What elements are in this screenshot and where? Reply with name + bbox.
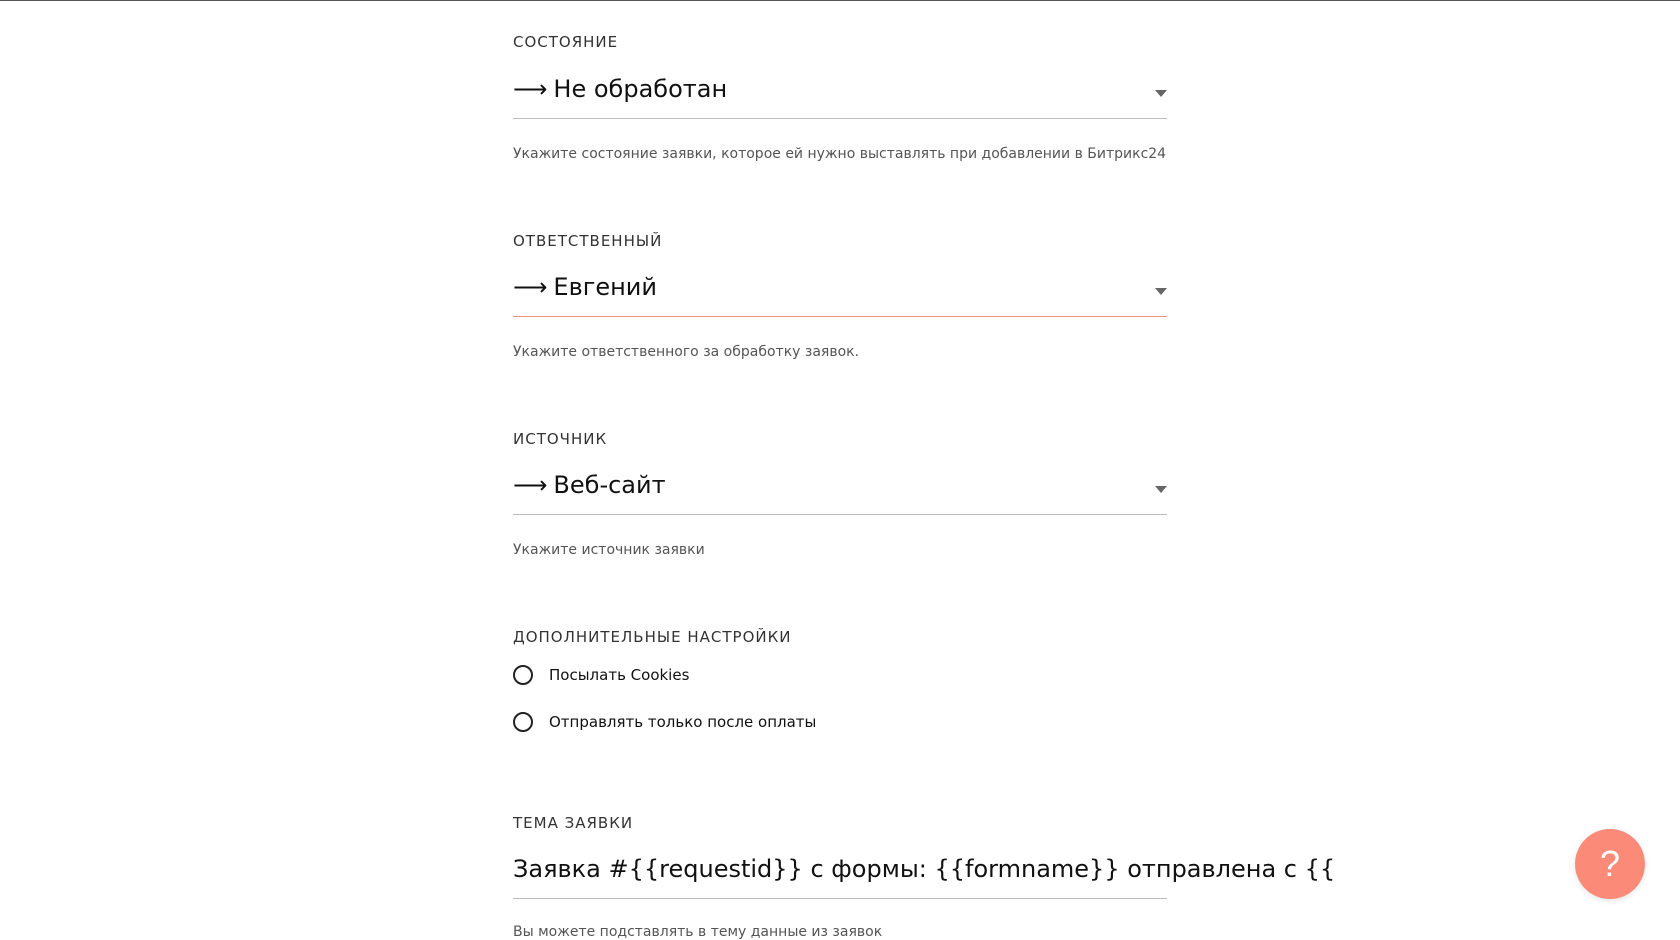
subject-hint: Вы можете подставлять в тему данные из заявок	[513, 924, 883, 940]
chevron-down-icon	[1155, 90, 1167, 97]
top-divider	[0, 0, 1680, 1]
subject-value: Заявка #{{requestid}} с формы: {{formname}} отправлена с {{	[513, 855, 1336, 883]
source-label: ИСТОЧНИК	[513, 430, 608, 448]
arrow-right-icon: ⟶	[513, 273, 548, 301]
send-after-payment-option[interactable]	[513, 709, 816, 735]
status-select[interactable]	[513, 66, 1167, 119]
source-hint: Укажите источник заявки	[513, 542, 705, 558]
send-after-payment-label: Отправлять только после оплаты	[549, 713, 817, 731]
subject-label: ТЕМА ЗАЯВКИ	[513, 814, 634, 832]
responsible-value: Евгений	[553, 273, 657, 301]
responsible-label: ОТВЕТСТВЕННЫЙ	[513, 232, 663, 250]
status-value: Не обработан	[553, 75, 728, 103]
responsible-select[interactable]	[513, 264, 1167, 317]
subject-input[interactable]	[513, 846, 1336, 899]
source-value: Веб-сайт	[553, 471, 666, 499]
extra-settings-label: ДОПОЛНИТЕЛЬНЫЕ НАСТРОЙКИ	[513, 628, 792, 646]
status-label: СОСТОЯНИЕ	[513, 33, 619, 51]
arrow-right-icon: ⟶	[513, 471, 548, 499]
status-hint: Укажите состояние заявки, которое ей нужно выставлять при добавлении в Битрикс24	[513, 146, 1167, 162]
arrow-right-icon: ⟶	[513, 75, 548, 103]
help-button[interactable]	[1575, 829, 1645, 899]
chevron-down-icon	[1155, 288, 1167, 295]
send-after-payment-checkbox[interactable]	[513, 712, 533, 732]
source-select[interactable]	[513, 462, 1167, 515]
send-cookies-checkbox[interactable]	[513, 665, 533, 685]
send-cookies-option[interactable]	[513, 662, 689, 688]
responsible-hint: Укажите ответственного за обработку заявок.	[513, 344, 860, 360]
send-cookies-label: Посылать Cookies	[549, 666, 690, 684]
question-icon: ?	[1599, 843, 1621, 884]
chevron-down-icon	[1155, 486, 1167, 493]
